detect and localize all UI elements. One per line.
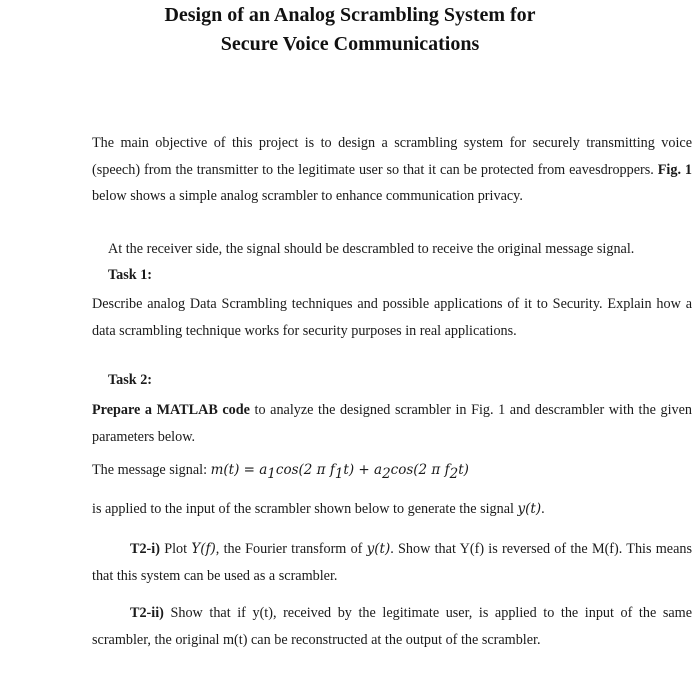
applied-text: is applied to the input of the scrambler shown below to generate the signal (92, 501, 518, 517)
t2i-paragraph (92, 536, 692, 589)
prepare-rest: to analyze the designed scrambler in Fig. 1 and descrambler with the given parameters below. (92, 402, 692, 445)
eq-y: y(t) (517, 501, 542, 517)
message-signal-line (92, 462, 469, 482)
task2-heading: Task 2: (108, 372, 153, 388)
t2i-a: Plot (159, 541, 192, 557)
prepare-bold: Prepare a MATLAB code (92, 402, 250, 418)
eq-cos2: cos(2 π f (390, 462, 450, 478)
t2i-c: . Show that Y(f) is reversed of the M(f). This means that this system can be used as a scrambler. (92, 541, 692, 584)
eq-f1-sub: 1 (334, 465, 344, 482)
intro-text: The main objective of this project is to design a scrambling system for securely transmitting voice (speech) from the transmitter to the legitimate user so that it can be protected from eavesdroppers. (92, 135, 692, 178)
fig-ref: Fig. 1 (657, 161, 693, 178)
t2i-label: T2-i) (130, 541, 160, 557)
task2-prepare (92, 397, 692, 450)
intro-paragraph (92, 130, 692, 210)
applied-period: . (541, 501, 545, 517)
title-line-2: Secure Voice Communications (220, 33, 480, 55)
eq-sub1: 1 (267, 465, 276, 482)
receiver-text: At the receiver side, the signal should be descrambled to receive the original message signal. (108, 241, 635, 257)
intro-text-2: below shows a simple analog scrambler to enhance communication privacy. (92, 188, 523, 204)
t2ii-label: T2-ii) (130, 605, 164, 621)
eq-Yf: Y(f) (191, 541, 216, 557)
message-label: The message signal: (92, 462, 211, 478)
eq-sub2: 2 (382, 465, 391, 482)
eq-m: m(t) = a (210, 462, 268, 478)
eq-cos1: cos(2 π f (275, 462, 335, 478)
task1-text: Describe analog Data Scrambling techniques and possible applications of it to Security. Explain how a data scrambling technique works for security purposes in real applications. (92, 296, 692, 339)
t2ii-text: Show that if y(t), received by the legitimate user, is applied to the input of the same scrambler, the original m(t) can be reconstructed at the output of the scrambler. (92, 605, 692, 648)
eq-y2: y(t) (366, 541, 391, 557)
eq-t2: t) (458, 462, 469, 478)
eq-t1: t) + a (343, 462, 383, 478)
applied-line (92, 501, 545, 518)
eq-f2-sub: 2 (449, 465, 459, 482)
t2i-b: , the Fourier transform of (215, 541, 367, 557)
title-line-1: Design of an Analog Scrambling System for (164, 4, 536, 26)
task1-heading: Task 1: (108, 267, 153, 283)
t2ii-paragraph (92, 600, 692, 653)
